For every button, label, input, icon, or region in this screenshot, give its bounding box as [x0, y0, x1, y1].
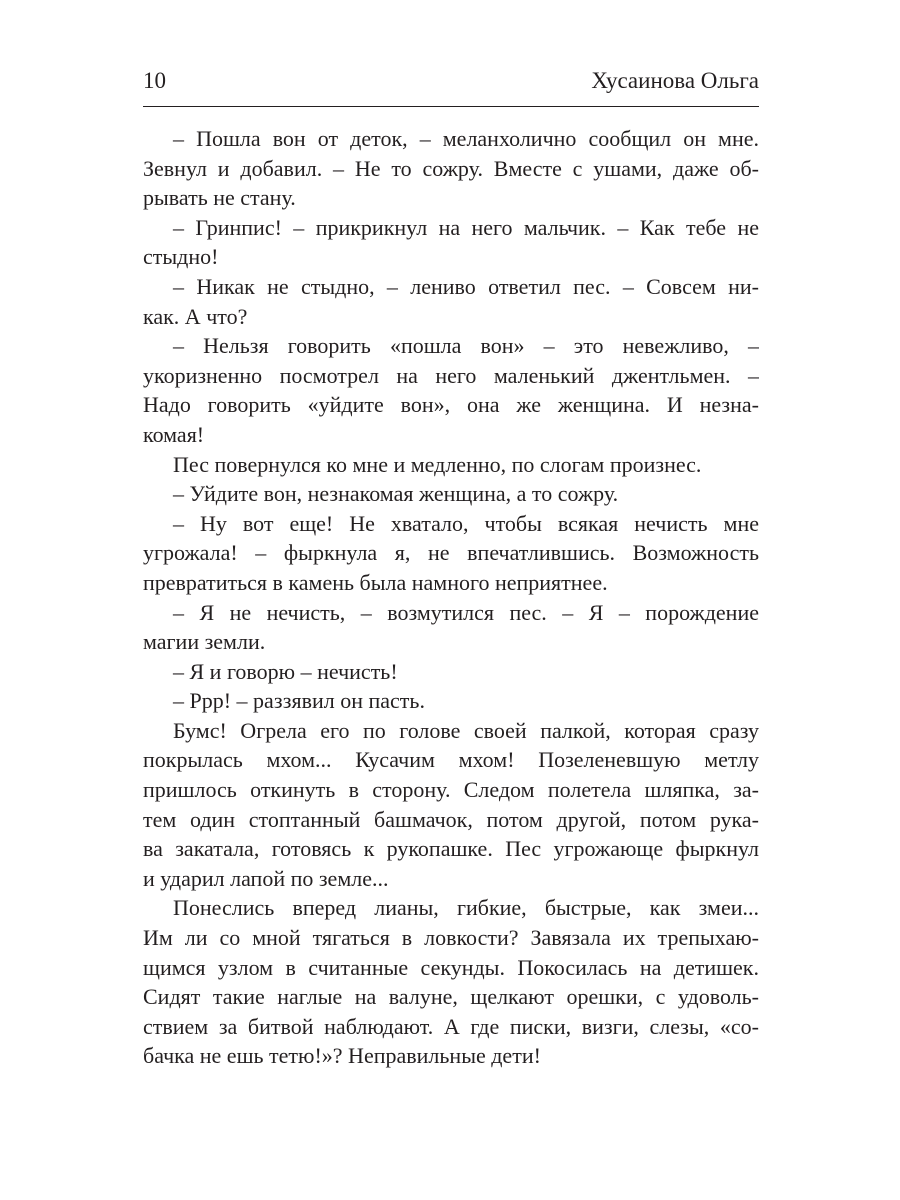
- text-line: ва закатала, готовясь к рукопашке. Пес угрожающе фыркнул: [143, 836, 759, 862]
- text-line: укоризненно посмотрел на него маленький джентльмен. –: [143, 362, 759, 388]
- running-header: [143, 66, 759, 106]
- page-number: 10: [143, 68, 166, 93]
- text-line: – Я и говорю – нечисть!: [173, 658, 398, 684]
- text-line: и ударил лапой по земле...: [143, 865, 389, 891]
- text-line: Сидят такие наглые на валуне, щелкают орешки, с удоволь-: [143, 984, 759, 1010]
- body-text: [143, 124, 759, 1071]
- author-name: Хусаинова Ольга: [591, 68, 759, 93]
- text-line: – Я не нечисть, – возмутился пес. – Я – порождение: [173, 599, 759, 625]
- text-line: – Никак не стыдно, – лениво ответил пес. – Совсем ни-: [173, 273, 759, 299]
- text-line: – Ррр! – раззявил он пасть.: [173, 688, 425, 714]
- text-line: стыдно!: [143, 244, 219, 270]
- text-line: рывать не стану.: [143, 185, 296, 211]
- text-line: Зевнул и добавил. – Не то сожру. Вместе с ушами, даже об-: [143, 155, 759, 181]
- text-line: комая!: [143, 421, 205, 447]
- text-line: Пес повернулся ко мне и медленно, по слогам произнес.: [173, 451, 702, 477]
- text-line: угрожала! – фыркнула я, не впечатлившись. Возможность: [143, 540, 759, 566]
- header-rule: [143, 106, 759, 107]
- text-line: щимся узлом в считанные секунды. Покосилась на детишек.: [143, 954, 759, 980]
- text-line: пришлось откинуть в сторону. Следом полетела шляпка, за-: [143, 777, 759, 803]
- text-line: Надо говорить «уйдите вон», она же женщина. И незна-: [143, 392, 759, 418]
- text-line: – Уйдите вон, незнакомая женщина, а то сожру.: [173, 481, 619, 507]
- text-line: превратиться в камень была намного неприятнее.: [143, 569, 608, 595]
- text-line: бачка не ешь тетю!»? Неправильные дети!: [143, 1043, 541, 1069]
- text-line: Им ли со мной тягаться в ловкости? Завязала их трепыхаю-: [143, 925, 759, 951]
- text-line: тем один стоптанный башмачок, потом другой, потом рука-: [143, 806, 759, 832]
- text-line: – Пошла вон от деток, – меланхолично сообщил он мне.: [173, 126, 759, 151]
- text-line: как. А что?: [143, 303, 248, 329]
- text-line: ствием за битвой наблюдают. А где писки, визги, слезы, «со-: [143, 1013, 759, 1039]
- text-line: Понеслись вперед лианы, гибкие, быстрые, как змеи...: [173, 895, 759, 921]
- text-line: – Ну вот еще! Не хватало, чтобы всякая нечисть мне: [173, 510, 759, 536]
- text-line: – Гринпис! – прикрикнул на него мальчик. – Как тебе не: [173, 214, 759, 240]
- text-line: – Нельзя говорить «пошла вон» – это невежливо, –: [173, 333, 759, 359]
- text-line: Бумс! Огрела его по голове своей палкой, которая сразу: [173, 717, 759, 743]
- text-line: магии земли.: [143, 629, 266, 655]
- text-line: покрылась мхом... Кусачим мхом! Позеленевшую метлу: [143, 747, 759, 773]
